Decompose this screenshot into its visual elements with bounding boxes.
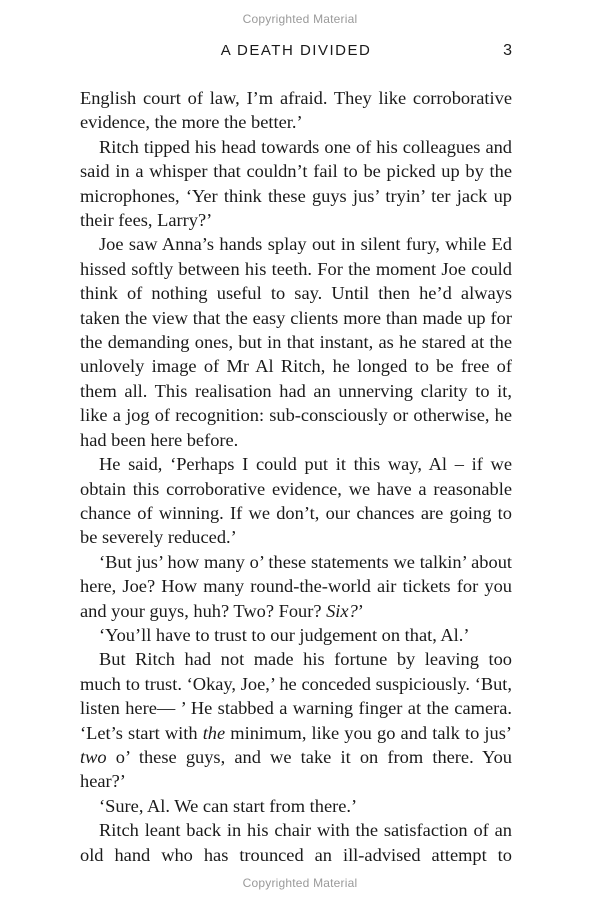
paragraph-5-text: ‘But jus’ how many o’ these statements we talkin’ about here, Joe? How many round-the-world air tickets for you and your guys, huh? Two? Four? bbox=[80, 551, 512, 621]
paragraph-7-closing: o’ these guys, and we take it on from there. You hear?’ bbox=[80, 746, 512, 792]
paragraph-4: He said, ‘Perhaps I could put it this way, Al – if we obtain this corroborative evidence, we have a reasonable chance of winning. If we don’t, our chances are going to be severely reduced.’ bbox=[80, 454, 512, 548]
copyright-watermark-bottom: Copyrighted Material bbox=[242, 876, 358, 890]
paragraph-7-text: But Ritch had not made his fortune by leaving too much to trust. ‘Okay, Joe,’ he conceded suspiciously. ‘But, listen here— ’ He stabbed a warning finger at the camera. ‘Let’s start with bbox=[80, 649, 512, 743]
paragraph-7-emphasis-the: the bbox=[202, 722, 226, 743]
page-number: 3 bbox=[503, 42, 512, 59]
paragraph-7 bbox=[80, 647, 512, 793]
paragraph-5-emphasis: Six? bbox=[326, 600, 358, 621]
paragraph-7-middle: minimum, like you go and talk to jus’ bbox=[225, 722, 512, 743]
paragraph-5 bbox=[80, 550, 512, 623]
paragraph-1: English court of law, I’m afraid. They like corroborative evidence, the more the better.’ bbox=[80, 88, 512, 133]
paragraph-2: Ritch tipped his head towards one of his colleagues and said in a whisper that couldn’t fail to be picked up by the microphones, ‘Yer think these guys jus’ tryin’ ter jack up their fees, Larry?’ bbox=[80, 136, 512, 231]
paragraph-9: Ritch leant back in his chair with the satisfaction of an old hand who has trounced an ill-advised attempt to bbox=[80, 820, 512, 865]
body-text bbox=[80, 86, 512, 867]
copyright-watermark-top: Copyrighted Material bbox=[242, 12, 358, 26]
paragraph-6: ‘You’ll have to trust to our judgement on that, Al.’ bbox=[99, 624, 470, 645]
running-title: A DEATH DIVIDED bbox=[220, 42, 372, 59]
paragraph-5-closing: ’ bbox=[357, 600, 364, 621]
paragraph-8: ‘Sure, Al. We can start from there.’ bbox=[99, 795, 358, 816]
paragraph-7-emphasis-two: two bbox=[80, 746, 107, 767]
running-header bbox=[80, 42, 512, 66]
paragraph-3: Joe saw Anna’s hands splay out in silent fury, while Ed hissed softly between his teeth. For the moment Joe could think of nothing useful to say. Until then he’d always taken the view that the easy clients more than made up for the demanding ones, but in that instant, as he stared at the unlovely image of Mr Al Ritch, he longed to be free of them all. This realisation had an unnerving clarity to it, like a jog of recognition: sub-consciously or otherwise, he had been here before. bbox=[80, 234, 512, 450]
